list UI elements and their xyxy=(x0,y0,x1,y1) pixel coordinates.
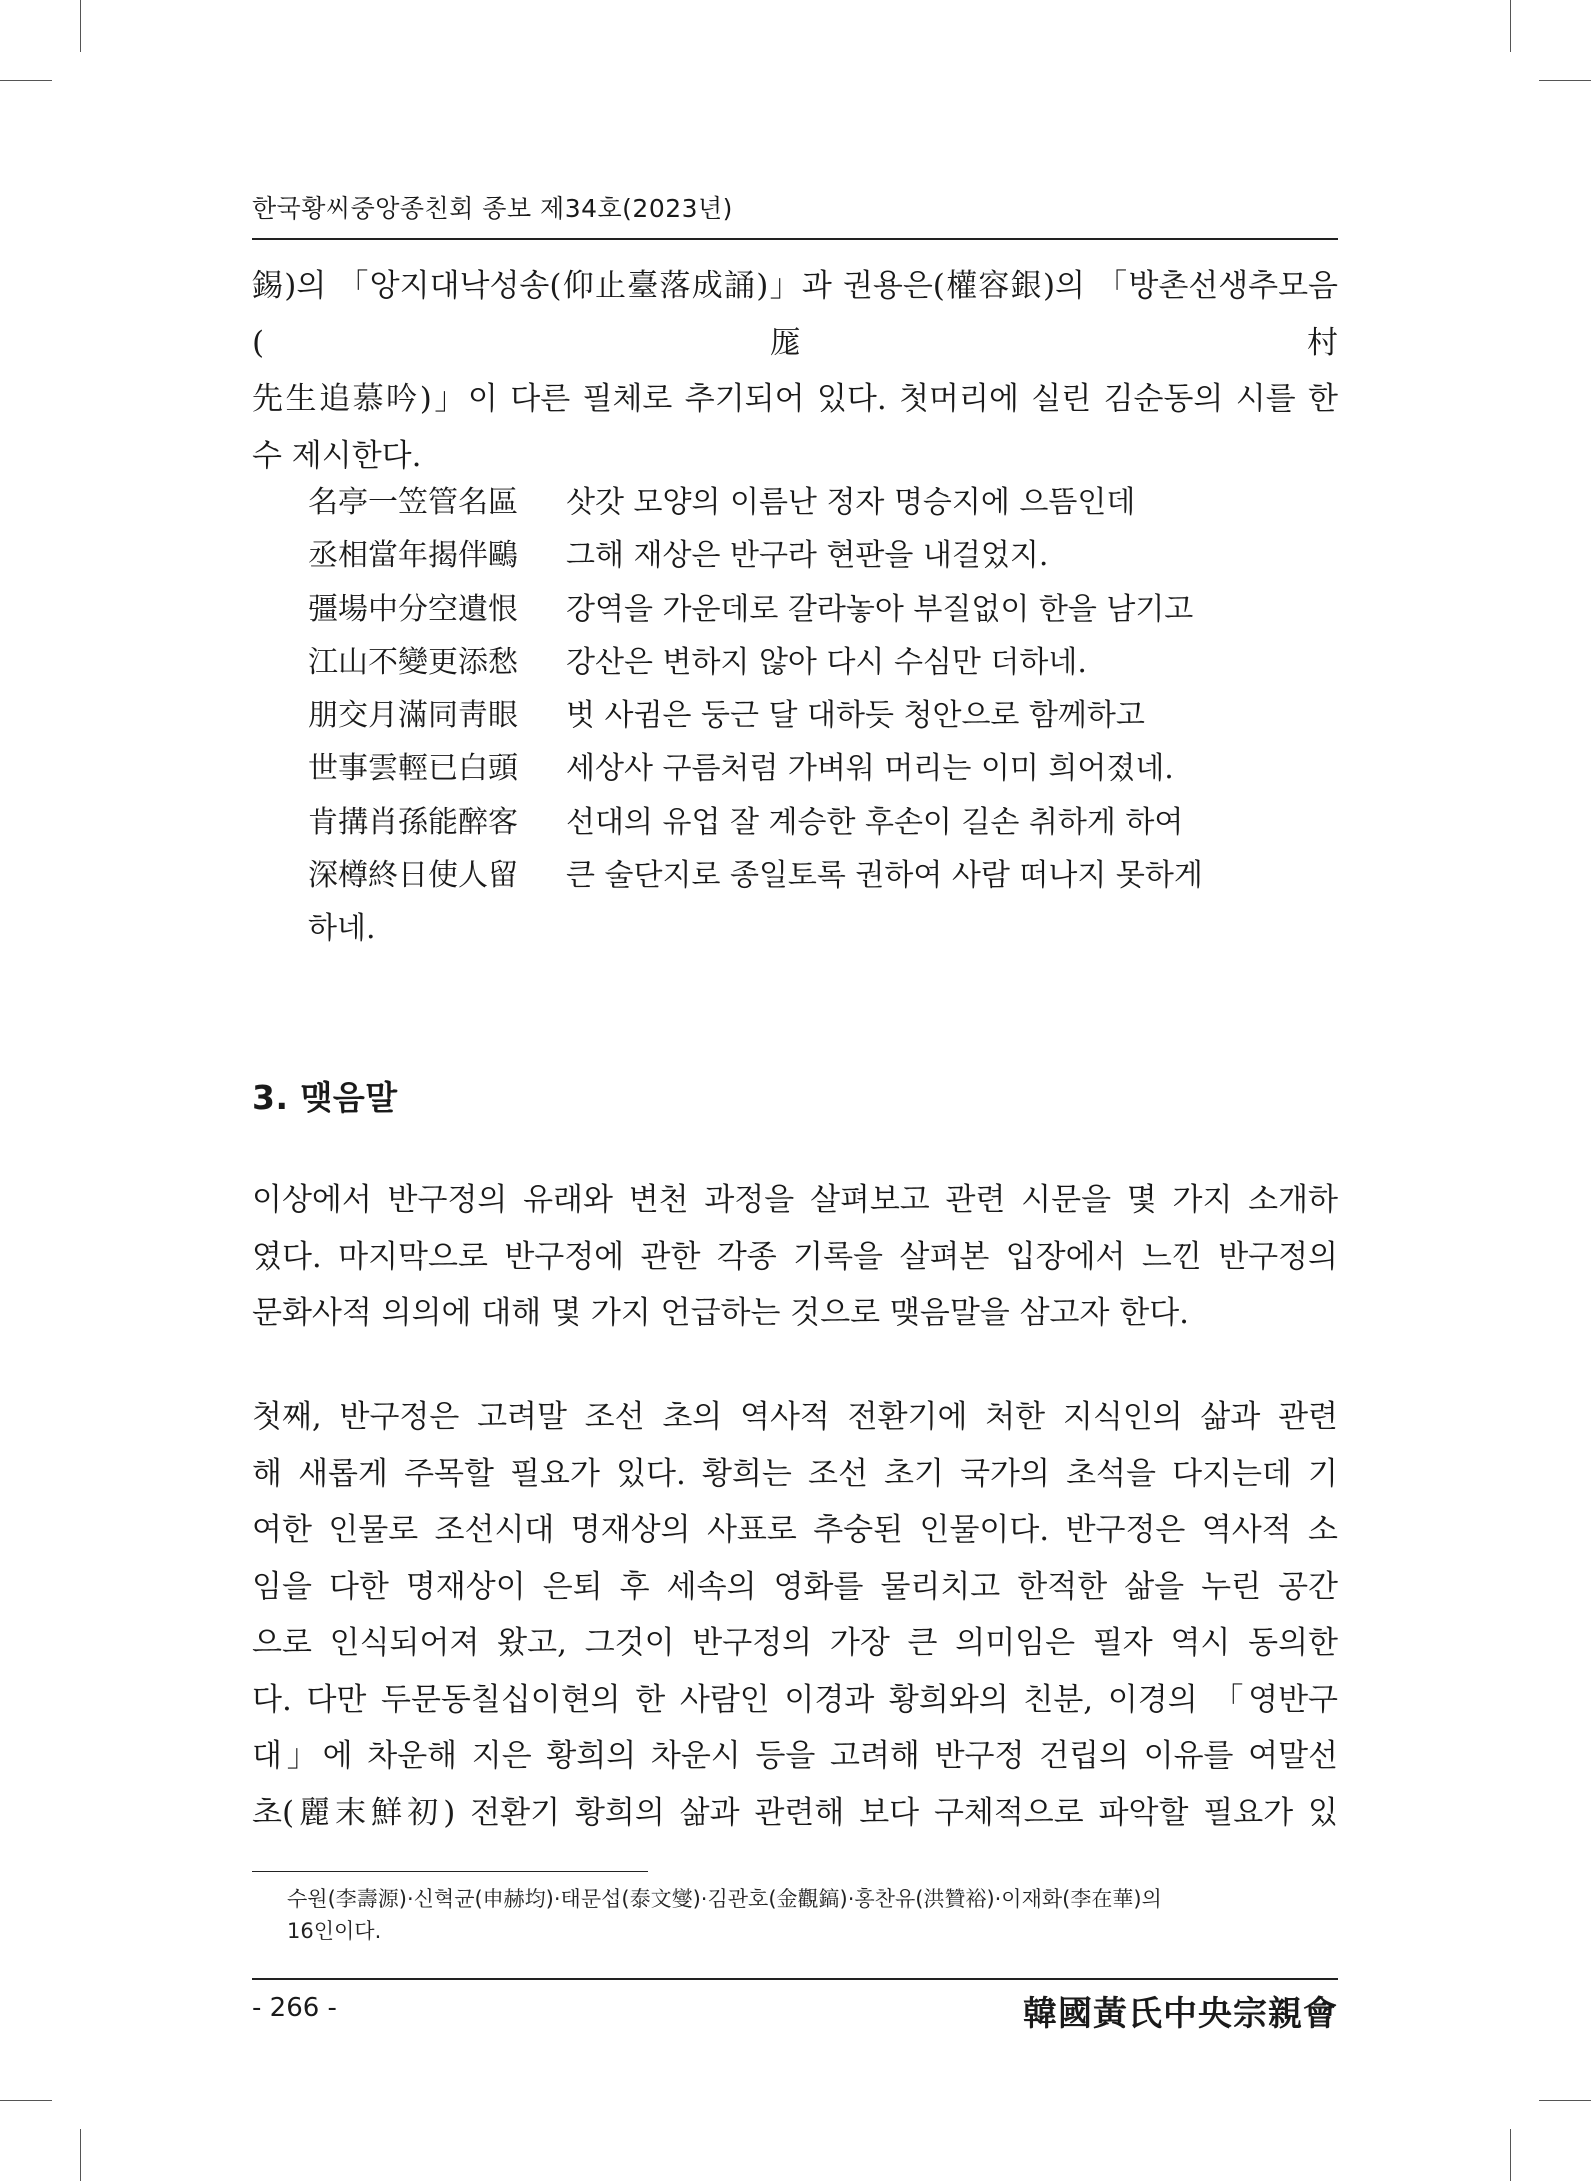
crop-mark xyxy=(1510,2129,1511,2181)
poem-hanja: 世事雲輕已白頭 xyxy=(308,751,518,787)
text-line: 여한 인물로 조선시대 명재상의 사표로 추숭된 인물이다. 반구정은 역사적 소 xyxy=(252,1512,1338,1548)
poem-hanja: 深樽終日使人留 xyxy=(308,858,518,894)
poem-translation: 그해 재상은 반구라 현판을 내걸었지. xyxy=(566,538,1049,574)
crop-mark xyxy=(80,2129,81,2181)
footnote-line: 수원(李壽源)·신혁균(申赫均)·태문섭(泰文燮)·김관호(金觀鎬)·홍찬유(洪贊裕)·이재화(李在華)의 xyxy=(287,1887,1162,1911)
footnote-line: 16인이다. xyxy=(287,1919,382,1943)
crop-mark xyxy=(0,80,52,81)
text-line: 先生追慕吟)」이 다른 필체로 추기되어 있다. 첫머리에 실린 김순동의 시를 한 xyxy=(252,381,1338,417)
poem-block xyxy=(308,476,1308,955)
poem-hanja: 肯搆肖孫能醉客 xyxy=(308,804,518,840)
footnote xyxy=(287,1883,1340,1947)
text-line: 였다. 마지막으로 반구정에 관한 각종 기록을 살펴본 입장에서 느낀 반구정의 xyxy=(252,1238,1338,1275)
poem-row xyxy=(308,583,1308,636)
poem-hanja: 朋交月滿同靑眼 xyxy=(308,698,518,734)
crop-mark xyxy=(80,0,81,52)
text-line: 초(麗末鮮初) 전환기 황희의 삶과 관련해 보다 구체적으로 파악할 필요가 있 xyxy=(252,1794,1338,1831)
poem-translation: 벗 사귐은 둥근 달 대하듯 청안으로 함께하고 xyxy=(566,698,1145,734)
page-number: - 266 - xyxy=(252,1993,337,2023)
first-point-paragraph xyxy=(252,1389,1338,1841)
poem-row xyxy=(308,742,1308,795)
poem-row xyxy=(308,636,1308,689)
text-line: 수 제시한다. xyxy=(252,437,422,474)
text-line: 대」에 차운해 지은 황희의 차운시 등을 고려해 반구정 건립의 이유를 여말선 xyxy=(252,1738,1338,1774)
poem-row xyxy=(308,849,1308,902)
poem-translation: 큰 술단지로 종일토록 권하여 사람 떠나지 못하게 xyxy=(566,858,1203,894)
poem-translation: 강산은 변하지 않아 다시 수심만 더하네. xyxy=(566,644,1087,680)
poem-translation: 강역을 가운데로 갈라놓아 부질없이 한을 남기고 xyxy=(566,591,1194,627)
footer-rule xyxy=(252,1978,1338,1980)
poem-translation: 삿갓 모양의 이름난 정자 명승지에 으뜸인데 xyxy=(566,485,1136,520)
text-line: 문화사적 의의에 대해 몇 가지 언급하는 것으로 맺음말을 삼고자 한다. xyxy=(252,1295,1190,1331)
poem-row xyxy=(308,476,1308,529)
text-line: 첫째, 반구정은 고려말 조선 초의 역사적 전환기에 처한 지식인의 삶과 관련 xyxy=(252,1399,1338,1435)
intro-paragraph xyxy=(252,258,1338,484)
poem-translation: 세상사 구름처럼 가벼워 머리는 이미 희어졌네. xyxy=(566,751,1174,787)
poem-row xyxy=(308,796,1308,849)
crop-mark xyxy=(1510,0,1511,52)
crop-mark xyxy=(0,2100,52,2101)
poem-row xyxy=(308,689,1308,742)
conclusion-paragraph xyxy=(252,1172,1338,1342)
footnote-rule xyxy=(252,1871,648,1872)
text-line: 해 새롭게 주목할 필요가 있다. 황희는 조선 초기 국가의 초석을 다지는데 기 xyxy=(252,1455,1338,1492)
crop-mark xyxy=(1539,80,1591,81)
poem-hanja: 江山不變更添愁 xyxy=(308,644,518,680)
running-header: 한국황씨중앙종친회 종보 제34호(2023년) xyxy=(252,194,733,223)
crop-mark xyxy=(1539,2100,1591,2101)
poem-hanja: 丞相當年揭伴鷗 xyxy=(308,538,518,574)
text-line: 으로 인식되어져 왔고, 그것이 반구정의 가장 큰 의미임은 필자 역시 동의한 xyxy=(252,1625,1338,1661)
text-line: 錫)의 「앙지대낙성송(仰止臺落成誦)」과 권용은(權容銀)의 「방촌선생추모음(厖村 xyxy=(252,268,1338,361)
header-rule xyxy=(252,238,1338,240)
poem-translation: 선대의 유업 잘 계승한 후손이 길손 취하게 하여 xyxy=(566,804,1184,840)
section-heading: 3. 맺음말 xyxy=(252,1078,398,1117)
poem-row xyxy=(308,529,1308,582)
text-line: 임을 다한 명재상이 은퇴 후 세속의 영화를 물리치고 한적한 삶을 누린 공간 xyxy=(252,1568,1338,1605)
text-line: 이상에서 반구정의 유래와 변천 과정을 살펴보고 관련 시문을 몇 가지 소개하 xyxy=(252,1182,1338,1218)
text-line: 다. 다만 두문동칠십이현의 한 사람인 이경과 황희와의 친분, 이경의 「영반구 xyxy=(252,1681,1338,1718)
poem-hanja: 彊場中分空遺恨 xyxy=(308,591,518,627)
poem-continuation: 하네. xyxy=(308,911,376,947)
organization-logo: 韓國黃氏中央宗親會 xyxy=(1023,1994,1338,2034)
poem-hanja: 名亭一笠管名區 xyxy=(308,485,518,520)
